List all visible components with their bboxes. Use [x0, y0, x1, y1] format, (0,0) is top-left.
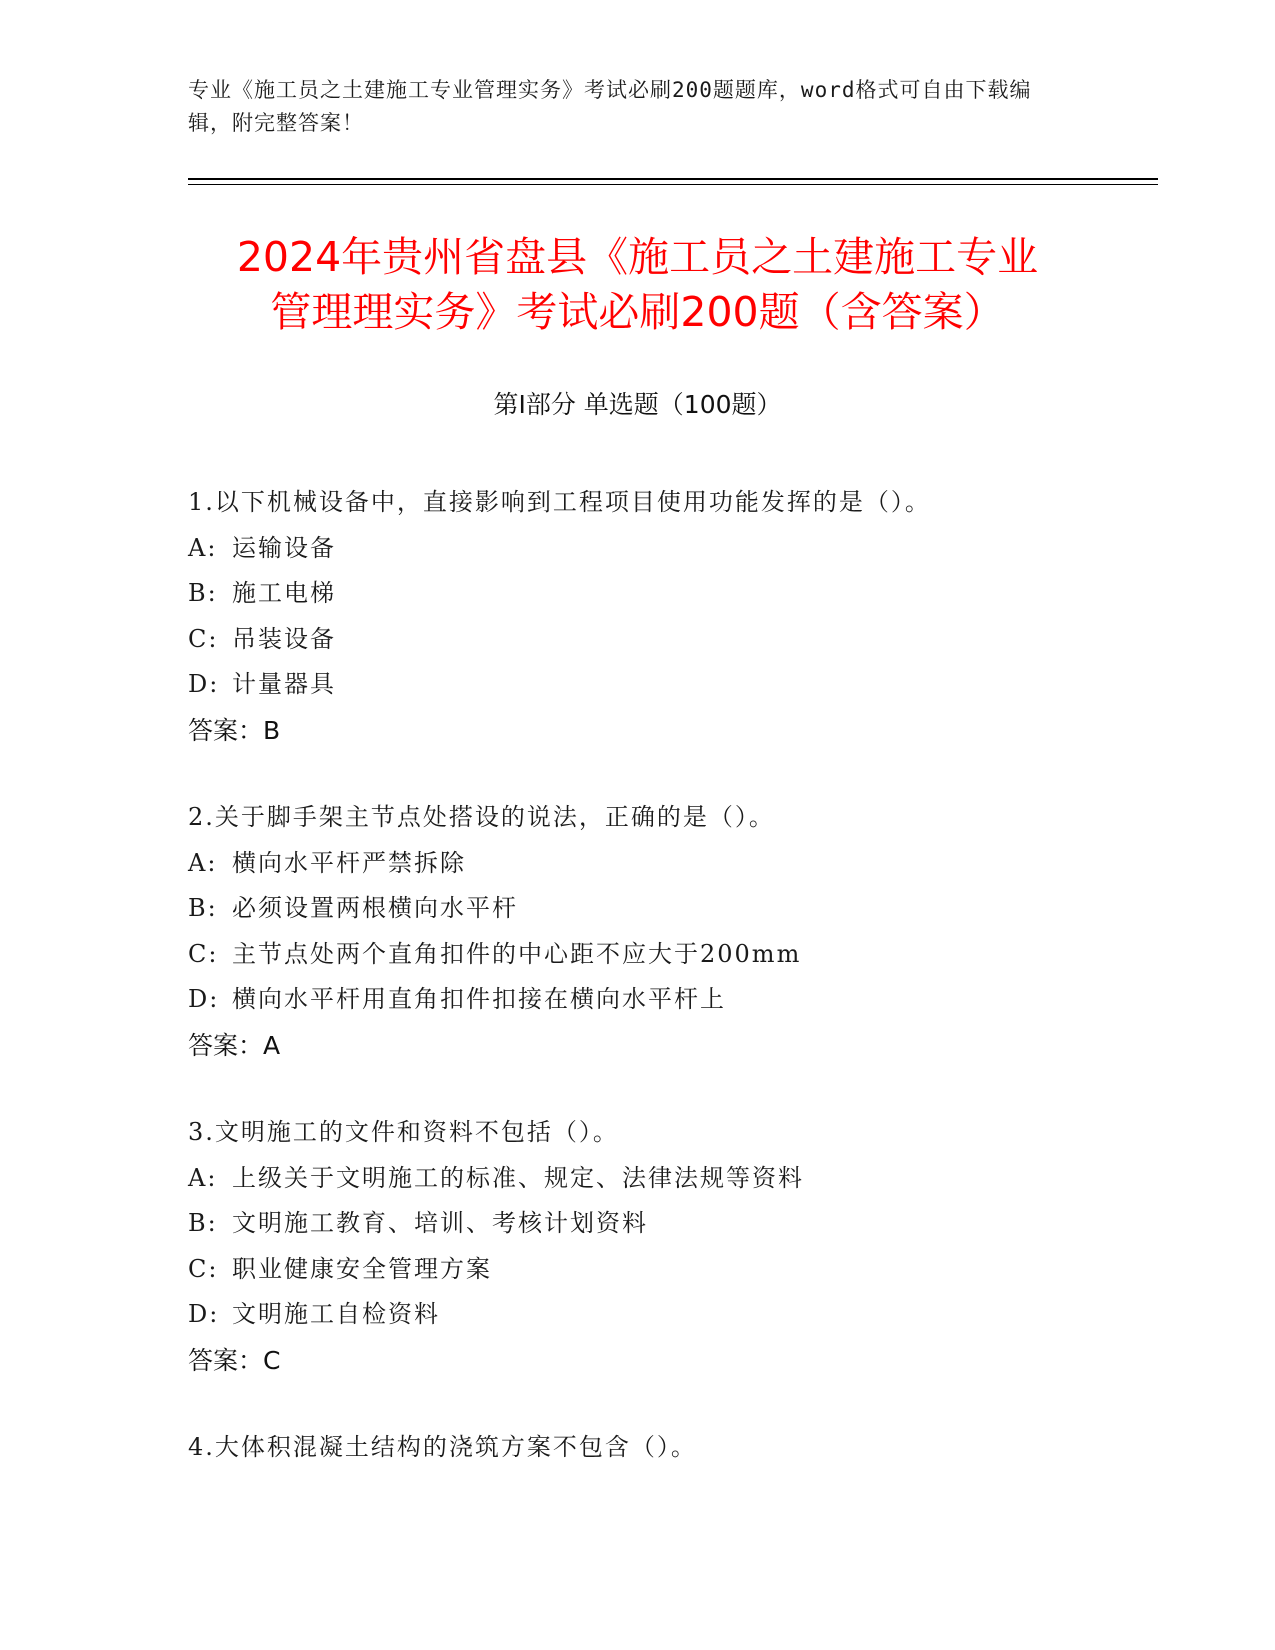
- option-letter: C:: [188, 624, 219, 653]
- question-option: [188, 932, 1148, 978]
- option-letter: A:: [188, 533, 218, 562]
- header-divider-thick: [188, 178, 1158, 180]
- option-letter: B:: [188, 579, 218, 607]
- question-stem: 3.文明施工的文件和资料不包括（）。: [188, 1118, 619, 1146]
- option-text: 必须设置两根横向水平杆: [232, 894, 518, 922]
- option-letter: D:: [188, 1300, 220, 1328]
- question-option: [188, 617, 1148, 663]
- option-text: 文明施工自检资料: [232, 1300, 440, 1328]
- question-stem: 1.以下机械设备中，直接影响到工程项目使用功能发挥的是（）。: [188, 488, 931, 516]
- option-letter: A:: [188, 1163, 218, 1192]
- question-item: [188, 1110, 1148, 1383]
- document-title-line-2: 管理理实务》考试必刷200题（含答案）: [270, 288, 1005, 336]
- question-option: [188, 977, 1148, 1023]
- question-option: [188, 1201, 1148, 1247]
- option-text: 主节点处两个直角扣件的中心距不应大于200mm: [232, 939, 802, 968]
- question-option: [188, 841, 1148, 887]
- question-item: [188, 1425, 1148, 1471]
- option-letter: D:: [188, 670, 220, 698]
- option-letter: A:: [188, 848, 218, 877]
- option-text: 施工电梯: [232, 579, 336, 607]
- document-title: [150, 230, 1125, 340]
- header-note: 专业《施工员之土建施工专业管理实务》考试必刷200题题库，word格式可自由下载编辑，附完整答案！: [188, 78, 1032, 135]
- option-text: 文明施工教育、培训、考核计划资料: [232, 1209, 648, 1237]
- question-option: [188, 662, 1148, 708]
- option-letter: C:: [188, 1254, 219, 1283]
- question-answer: 答案：C: [188, 1345, 281, 1375]
- question-stem: 4.大体积混凝土结构的浇筑方案不包含（）。: [188, 1433, 697, 1461]
- option-letter: B:: [188, 1209, 218, 1237]
- option-text: 上级关于文明施工的标准、规定、法律法规等资料: [232, 1163, 804, 1192]
- question-stem: 2.关于脚手架主节点处搭设的说法，正确的是（）。: [188, 803, 775, 831]
- question-answer: 答案：A: [188, 1030, 281, 1060]
- option-text: 运输设备: [232, 533, 336, 562]
- question-list: [188, 480, 1148, 1513]
- question-answer: 答案：B: [188, 715, 281, 745]
- question-option: [188, 571, 1148, 617]
- section-heading: 第Ⅰ部分 单选题（100题）: [493, 390, 782, 419]
- option-letter: C:: [188, 939, 219, 968]
- option-text: 横向水平杆严禁拆除: [232, 848, 466, 877]
- option-text: 职业健康安全管理方案: [232, 1254, 492, 1283]
- header-divider-thin: [188, 184, 1158, 185]
- option-letter: D:: [188, 985, 220, 1013]
- question-option: [188, 1156, 1148, 1202]
- option-text: 横向水平杆用直角扣件扣接在横向水平杆上: [232, 985, 726, 1013]
- document-title-line-1: 2024年贵州省盘县《施工员之土建施工专业: [236, 233, 1039, 281]
- question-option: [188, 1292, 1148, 1338]
- option-text: 计量器具: [232, 670, 336, 698]
- question-item: [188, 480, 1148, 753]
- question-item: [188, 795, 1148, 1068]
- question-option: [188, 526, 1148, 572]
- option-letter: B:: [188, 894, 218, 922]
- question-option: [188, 1247, 1148, 1293]
- question-option: [188, 886, 1148, 932]
- option-text: 吊装设备: [232, 624, 336, 653]
